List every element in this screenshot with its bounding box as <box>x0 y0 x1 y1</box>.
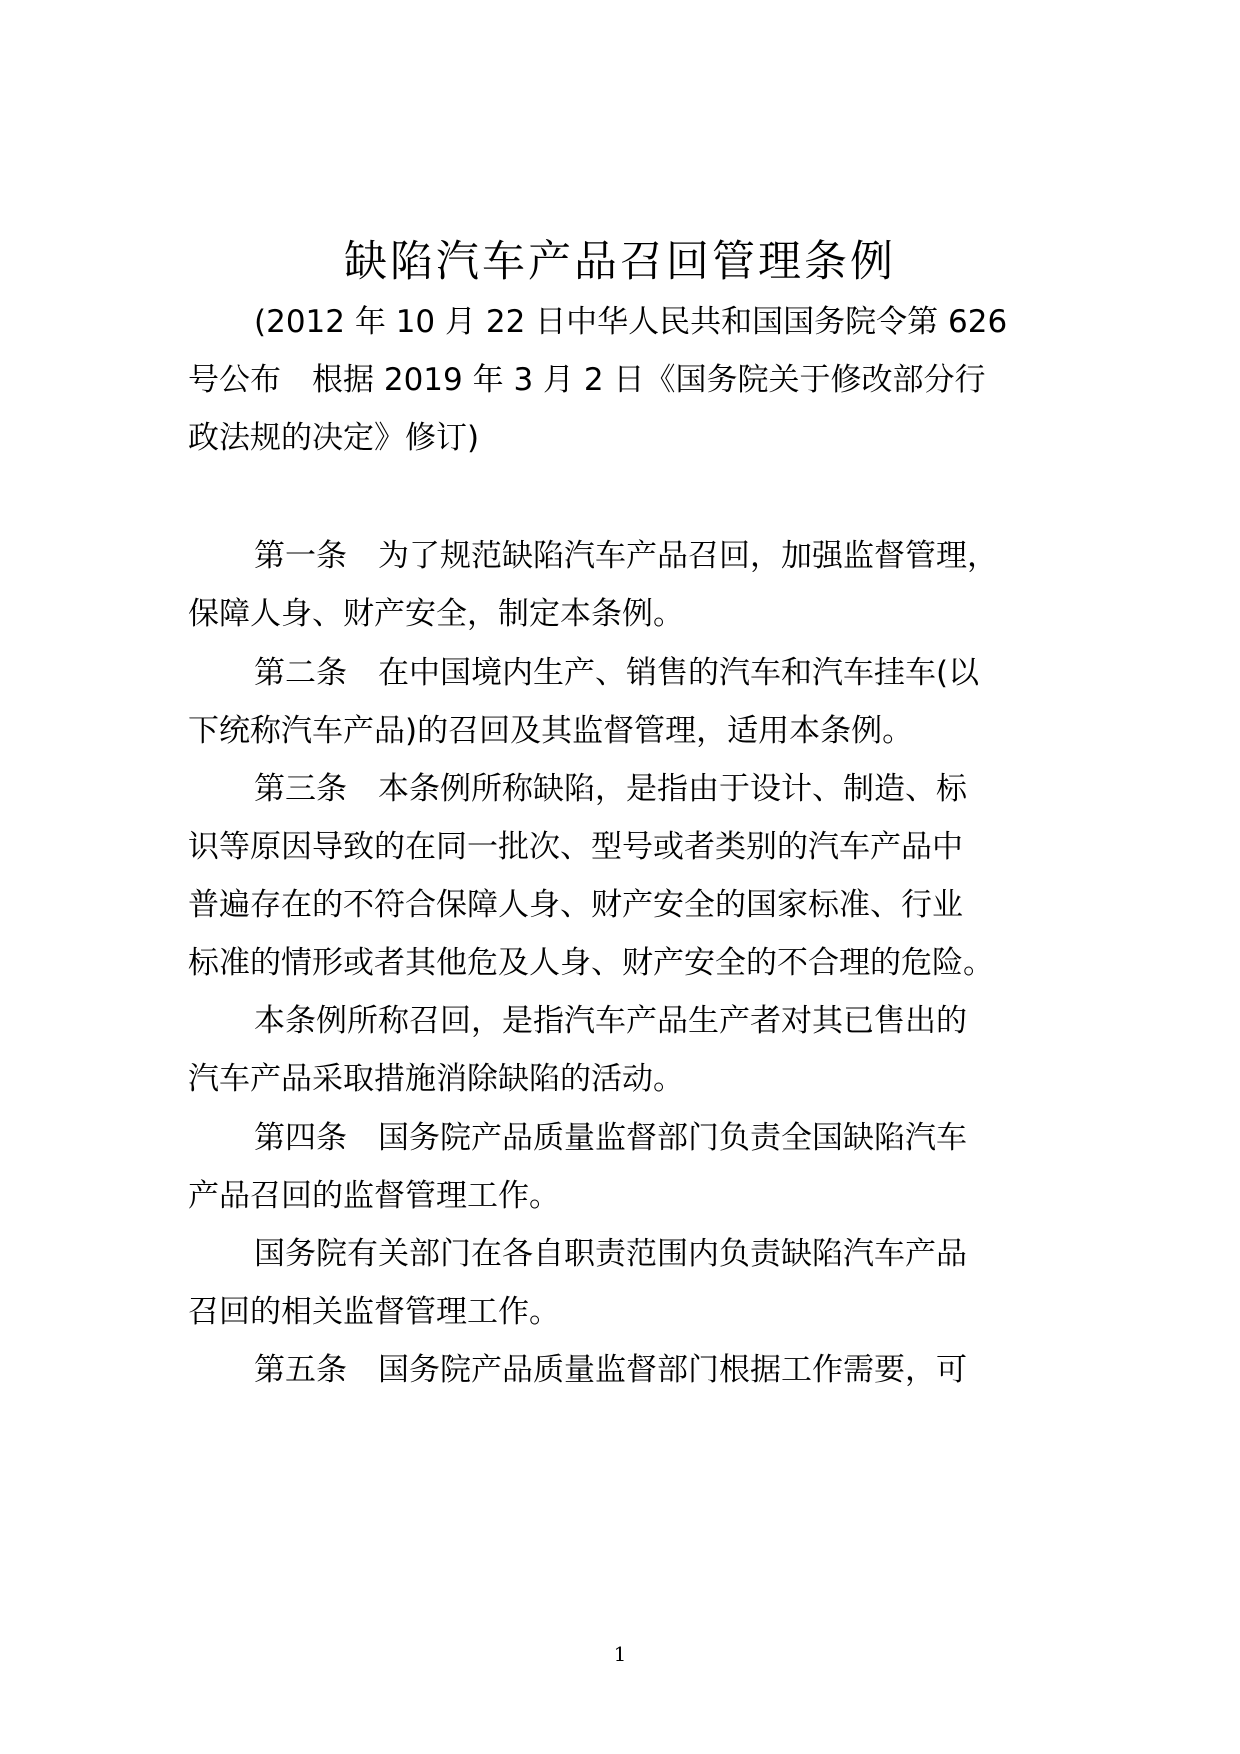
preamble-line-1: (2012 年 10 月 22 日中华人民共和国国务院令第 626 <box>254 304 1008 340</box>
article-3-line-2: 识等原因导致的在同一批次、型号或者类别的汽车产品中 <box>188 829 963 865</box>
article-4-line-2: 产品召回的监督管理工作。 <box>188 1178 560 1214</box>
article-3-line-4: 标准的情形或者其他危及人身、财产安全的不合理的危险。 <box>188 945 994 981</box>
document-title: 缺陷汽车产品召回管理条例 <box>344 237 896 287</box>
article-2-line-2: 下统称汽车产品)的召回及其监督管理，适用本条例。 <box>188 713 914 749</box>
preamble-line-2: 号公布 根据 2019 年 3 月 2 日《国务院关于修改部分行 <box>188 362 986 398</box>
article-3-para-2-line-2: 汽车产品采取措施消除缺陷的活动。 <box>188 1061 684 1097</box>
article-3-para-2-line-1: 本条例所称召回，是指汽车产品生产者对其已售出的 <box>254 1003 967 1039</box>
article-5-line-1: 第五条 国务院产品质量监督部门根据工作需要，可 <box>254 1352 967 1388</box>
article-3-line-3: 普遍存在的不符合保障人身、财产安全的国家标准、行业 <box>188 887 963 923</box>
preamble-line-3: 政法规的决定》修订) <box>188 420 480 456</box>
article-1-line-1: 第一条 为了规范缺陷汽车产品召回，加强监督管理， <box>254 538 998 574</box>
article-4-para-2-line-1: 国务院有关部门在各自职责范围内负责缺陷汽车产品 <box>254 1236 967 1272</box>
page-number: 1 <box>613 1642 627 1666</box>
article-1-line-2: 保障人身、财产安全，制定本条例。 <box>188 596 684 632</box>
article-3-line-1: 第三条 本条例所称缺陷，是指由于设计、制造、标 <box>254 771 967 807</box>
article-4-para-2-line-2: 召回的相关监督管理工作。 <box>188 1294 560 1330</box>
article-4-line-1: 第四条 国务院产品质量监督部门负责全国缺陷汽车 <box>254 1120 967 1156</box>
article-2-line-1: 第二条 在中国境内生产、销售的汽车和汽车挂车(以 <box>254 655 980 691</box>
